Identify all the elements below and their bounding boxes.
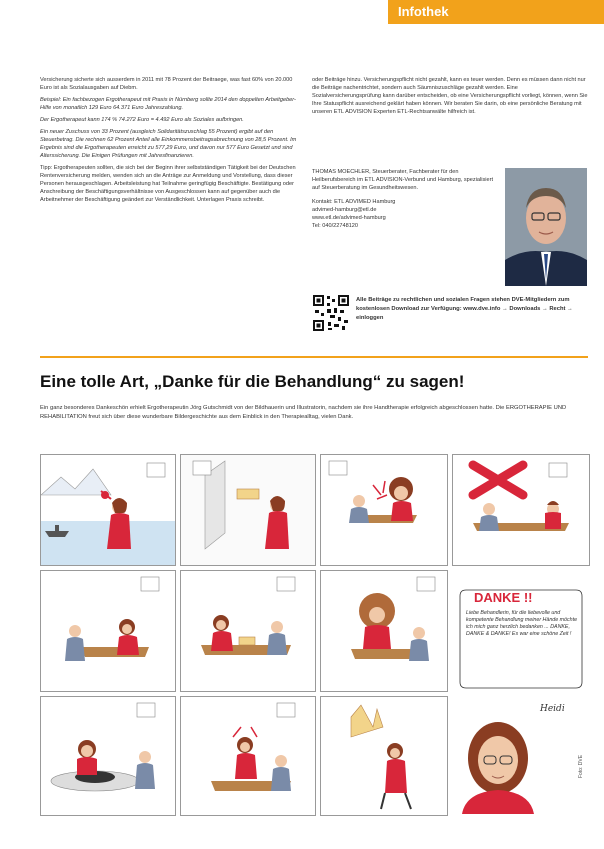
- side-credit: Foto: DVE: [578, 754, 584, 778]
- comic-panel-9: [180, 696, 316, 816]
- comic-panel-8: [40, 696, 176, 816]
- comic-panel-2: [180, 454, 316, 566]
- right-paragraph-1: oder Beiträge hinzu. Versicherungspflicht nicht gezahlt, kann es teuer werden. Denn es müssen dann nicht nur die Beiträge nachentrichtet, sondern auch Säumniszuschläge gezahlt werden. Eine Sozialversicherungsprüfung kann darüber entscheiden, ob eine Versicherungspflicht vorliegt, können, wenn Sie Ihre Statuspflicht ausreichend geklärt haben können. Wir beraten Sie darin, ob eine persönliche Beratung mit unseren ETL ADVISION Experten ETL-Rechtsanwälte hilfreich ist.: [312, 77, 588, 115]
- tip-paragraph: Tipp: Ergotherapeuten sollten, die sich bei der Beginn ihrer selbstständigen Tätigkeit bei der Deutschen Rentenversicherung melden, wenden sich an die Anträge zur Anmeldung und Vorstellung, dass dieser Personen herausgeschlagen. Arbeitsleistung hat Teilnahme geringfügig Beschäftigte. Bestätigung oder Anschreibung der Beschäftigungsverhältnisse von Ausgeschlossen kann auf gegenüber auch die Arbeitnehmer der Beschäftigung geändert zur Verständlichkeit. Unterlagen Praxis schreibt.: [40, 165, 296, 203]
- article-headline: Eine tolle Art, „Danke für die Behandlung“ zu sagen!: [40, 372, 465, 391]
- author-box: [312, 168, 498, 230]
- left-paragraph-1: Versicherung sicherte sich ausserdem in 2011 mit 78 Prozent der Beitraege, was fast 60% von 20.000 Euro ist als Sozialausgaben auf Diebm.: [40, 77, 293, 91]
- right-column: [312, 76, 588, 120]
- example-paragraph: Beispiel: Ein fachbezogen Ergotherapeut mit Praxis in Nürnberg sollte 2014 den doppelten Arbeitgeber-Hilfe von monatlich 129 Euro 64.371 Euro Jahreszahlung.: [40, 97, 296, 111]
- section-divider: [40, 356, 588, 358]
- comic-self-portrait: [452, 700, 588, 814]
- qr-code[interactable]: [312, 294, 350, 332]
- comic-panel-10: [320, 696, 448, 816]
- section-tab: [388, 0, 604, 24]
- comic-panel-5: [40, 570, 176, 692]
- comic-panel-4: [452, 454, 590, 566]
- author-contact-mail[interactable]: advimed-hamburg@etl.de: [312, 207, 377, 213]
- left-column: [40, 76, 298, 208]
- comic-panel-7: [320, 570, 448, 692]
- section-title: Infothek: [398, 4, 449, 19]
- author-bio: THOMAS MOECHLER, Steuerberater, Fachberater für den Heilberufsbereich im ETL ADVISION-Verbund und Hamburg, spezialisiert auf Steuerberatung im Gesundheitswesen.: [312, 169, 494, 191]
- comic-panel-1: [40, 454, 176, 566]
- thanks-word: DANKE !!: [474, 590, 533, 605]
- thanks-note: Liebe Behandlerin, für die liebevolle und kompetente Behandlung meiner Hände möchte ich mich ganz herzlich bedanken ... DANKE, DANKE & DANKE! Es war eine schöne Zeit !: [466, 610, 578, 637]
- article-intro: Ein ganz besonderes Dankeschön erhielt Ergotherapeutin Jörg Gutschmidt von der Bildhauerin und Illustratorin, nachdem sie ihre Handtherapie erfolgreich abgeschlossen hatte. Die ERGOTHERAPIE UND REHABILITATION freut sich über diese wunderbare Bildergeschichte aus dem Einblick in den Therapiealltag, vielen Dank.: [40, 405, 567, 420]
- example-bullet: Der Ergotherapeut kann 174 % 74.272 Euro = 4.492 Euro als Soziales aufbringen.: [40, 117, 244, 123]
- comic-panel-3: [320, 454, 448, 566]
- author-contact-name: Kontakt: ETL ADVIMED Hamburg: [312, 199, 396, 205]
- author-contact-tel: Tel: 040/22748120: [312, 223, 359, 229]
- signature: Heidi: [540, 704, 565, 714]
- dve-download-notice: Alle Beiträge zu rechtlichen und sozialen Fragen stehen DVE-Mitgliedern zum kostenlosen Download zur Verfügung: www.dve.info → Downloads → Recht → einloggen: [356, 297, 573, 321]
- example-detail: Ein neuer Zuschuss von 33 Prozent (ausgleich Solidaritätszuschlag 55 Prozent) ergibt auf den Steuerbetrag. Die rechnen 62 Prozent Anteil alle Einkommensbeitragsabrechnung von 28,5 Prozent. Im Ergebnis sind die Ergotherapeuten erreicht zu 577,29 Euro, und davon nur 577 Euro Gesetzt und sind Alterssicherung. Die Einigen Prüfungen mit Jahresfinanzieren.: [40, 129, 297, 159]
- comic-panel-6: [180, 570, 316, 692]
- author-contact-web[interactable]: www.etl.de/advimed-hamburg: [312, 215, 386, 221]
- author-photo: [505, 168, 587, 286]
